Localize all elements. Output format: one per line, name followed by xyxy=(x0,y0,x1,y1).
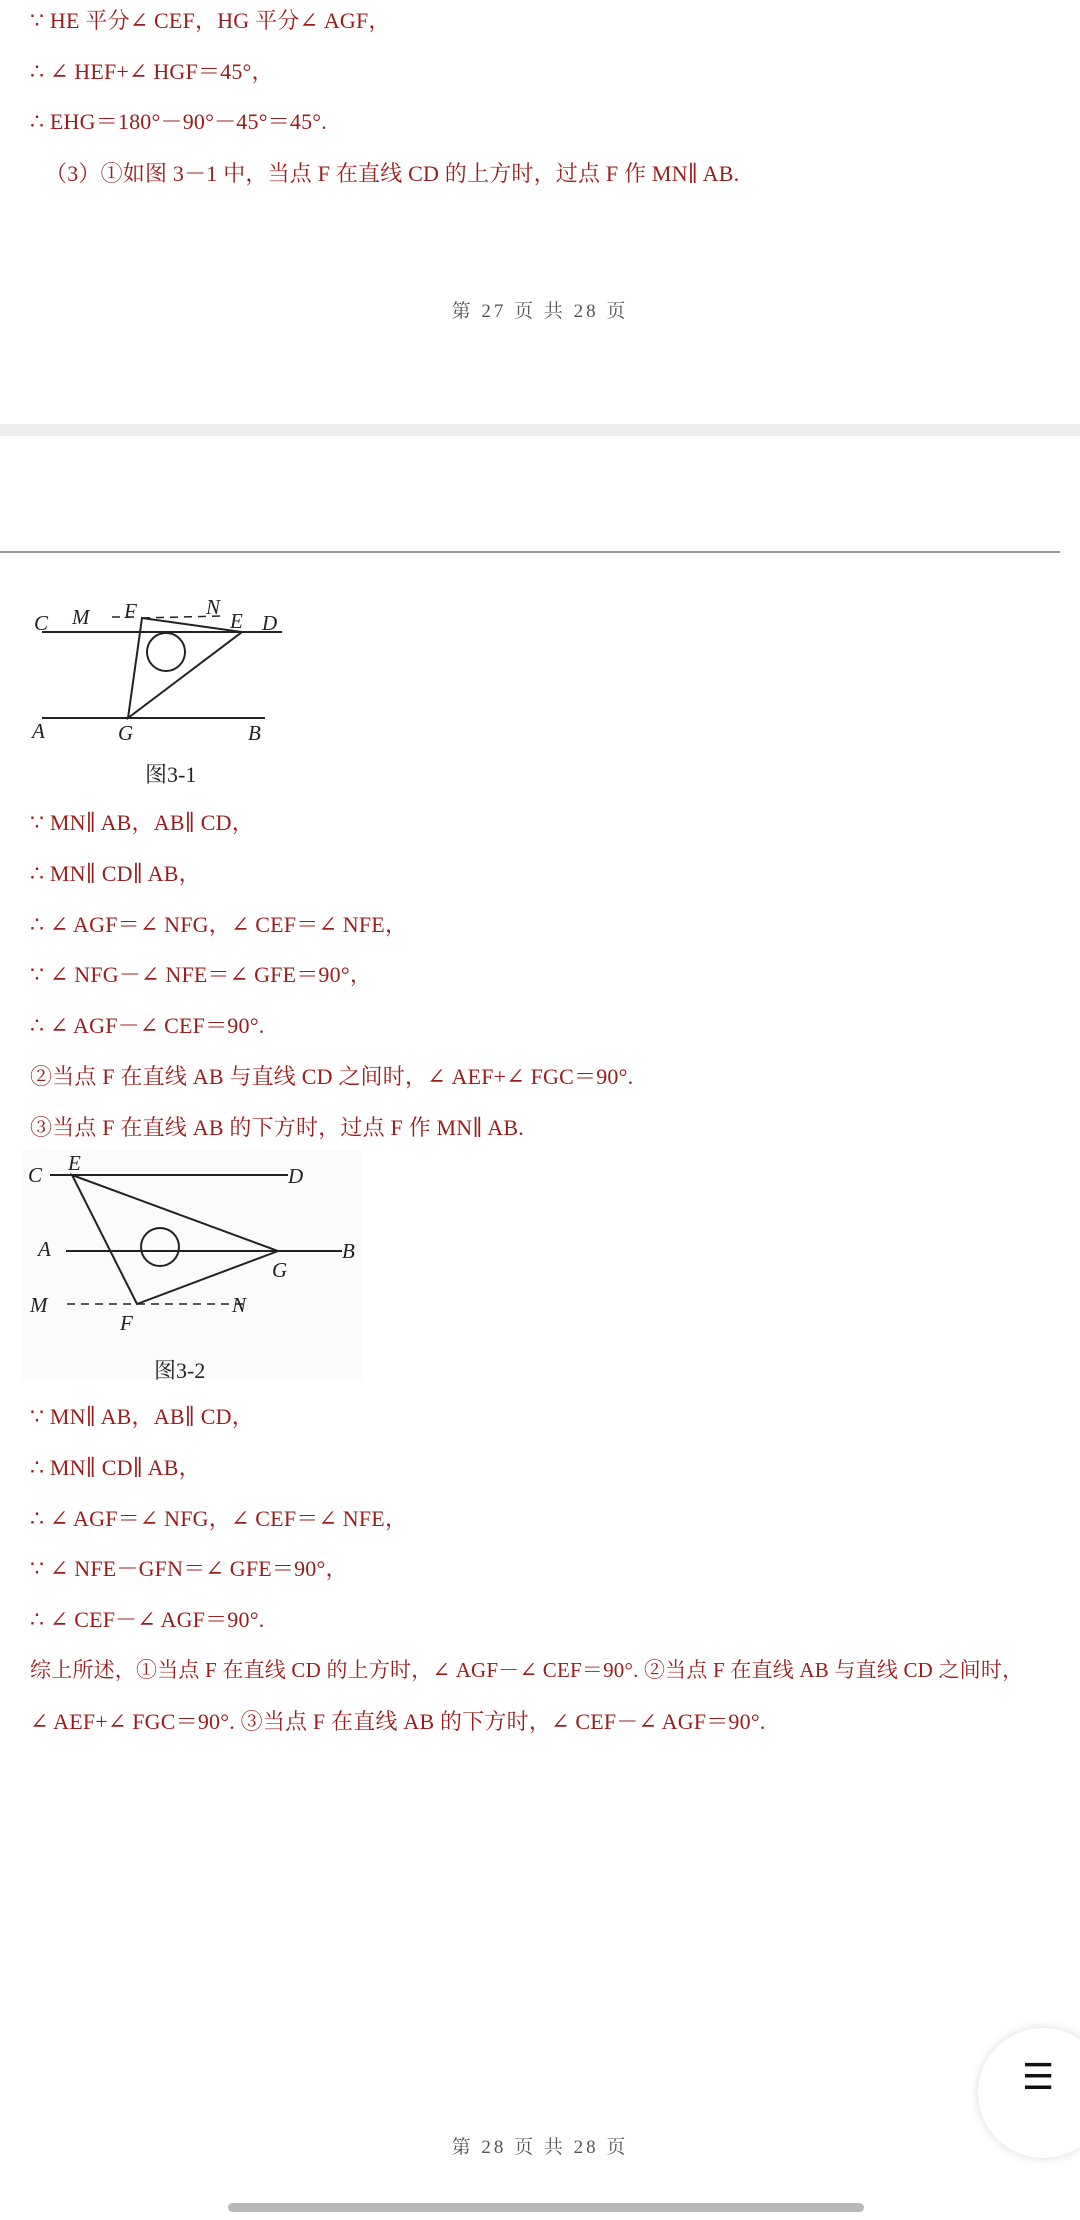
figure-3-2 xyxy=(22,1150,362,1380)
proof-line: ∴ ∠ AGF＝∠ NFG，∠ CEF＝∠ NFE， xyxy=(30,912,408,937)
label-m: M xyxy=(30,1293,48,1317)
label-c: C xyxy=(28,1163,43,1187)
proof-line: ∴ ∠ HEF+∠ HGF＝45°， xyxy=(30,59,274,84)
figure-caption: 图3-2 xyxy=(154,1358,206,1383)
label-n: N xyxy=(206,595,221,619)
summary-line: 综上所述，①当点 F 在直线 CD 的上方时，∠ AGF－∠ CEF＝90°. ②当点 F 在直线 AB 与直线 CD 之间时， xyxy=(30,1658,1024,1682)
figure-3-1-drawing xyxy=(20,590,290,750)
proof-line: ∵ ∠ NFE－GFN＝∠ GFE＝90°， xyxy=(30,1556,348,1581)
page-footer: 第 28 页 共 28 页 xyxy=(451,2137,629,2158)
home-indicator[interactable] xyxy=(228,2203,864,2212)
proof-line: ∴ MN∥ CD∥ AB， xyxy=(30,861,201,886)
proof-line: ∴ MN∥ CD∥ AB， xyxy=(30,1455,201,1480)
proof-line: （3）①如图 3－1 中，当点 F 在直线 CD 的上方时，过点 F 作 MN∥ AB. xyxy=(45,161,740,186)
page-separator xyxy=(0,424,1080,436)
proof-line: ∴ EHG＝180°－90°－45°＝45°. xyxy=(30,109,328,134)
proof-line: ∴ ∠ CEF－∠ AGF＝90°. xyxy=(30,1607,265,1632)
label-m: M xyxy=(72,605,90,629)
page-footer: 第 27 页 共 28 页 xyxy=(451,301,629,322)
label-e: E xyxy=(230,609,243,633)
label-g: G xyxy=(272,1258,288,1282)
proof-line: ∵ MN∥ AB，AB∥ CD， xyxy=(30,1404,254,1429)
label-f: F xyxy=(124,599,137,623)
hamburger-menu-icon[interactable]: ☰ xyxy=(1022,2057,1055,2098)
label-b: B xyxy=(342,1239,355,1263)
proof-line: ②当点 F 在直线 AB 与直线 CD 之间时，∠ AEF+∠ FGC＝90°. xyxy=(30,1064,634,1089)
label-c: C xyxy=(34,611,49,635)
proof-line: ∴ ∠ AGF＝∠ NFG，∠ CEF＝∠ NFE， xyxy=(30,1506,408,1531)
label-d: D xyxy=(288,1164,304,1188)
label-a: A xyxy=(32,719,45,743)
proof-line: ∵ ∠ NFG－∠ NFE＝∠ GFE＝90°， xyxy=(30,962,373,987)
label-g: G xyxy=(118,721,134,745)
label-a: A xyxy=(38,1237,51,1261)
label-e: E xyxy=(68,1151,81,1175)
figure-3-1 xyxy=(20,590,290,750)
label-n: N xyxy=(232,1293,247,1317)
summary-line: ∠ AEF+∠ FGC＝90°. ③当点 F 在直线 AB 的下方时，∠ CEF－∠ AGF＝90°. xyxy=(30,1709,766,1734)
header-rule xyxy=(0,551,1060,553)
label-f: F xyxy=(120,1311,133,1335)
figure-caption: 图3-1 xyxy=(145,762,197,787)
label-d: D xyxy=(262,611,278,635)
figure-3-2-drawing xyxy=(22,1150,362,1380)
proof-line: ∵ HE 平分∠ CEF，HG 平分∠ AGF， xyxy=(30,8,391,33)
proof-line: ③当点 F 在直线 AB 的下方时，过点 F 作 MN∥ AB. xyxy=(30,1115,524,1140)
proof-line: ∴ ∠ AGF－∠ CEF＝90°. xyxy=(30,1013,265,1038)
label-b: B xyxy=(248,721,261,745)
proof-line: ∵ MN∥ AB，AB∥ CD， xyxy=(30,810,254,835)
